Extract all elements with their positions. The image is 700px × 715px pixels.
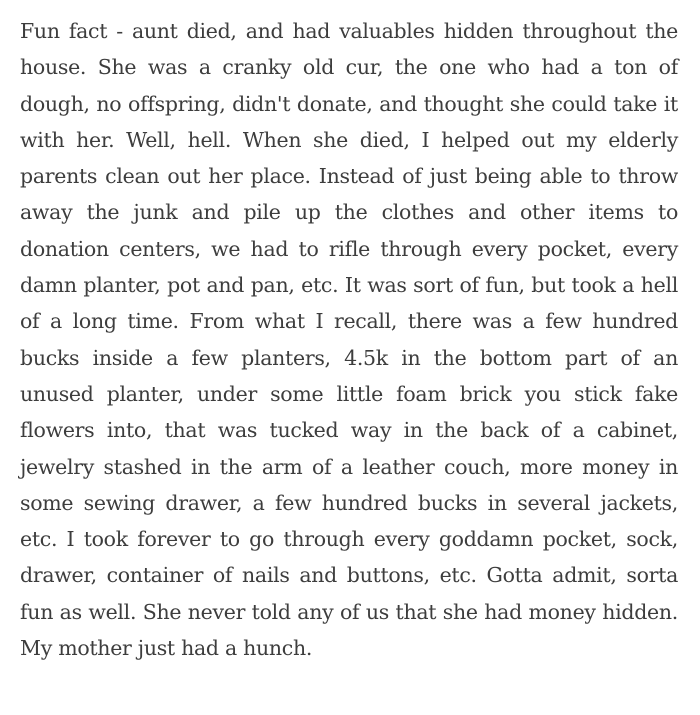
- story-paragraph: Fun fact - aunt died, and had valuables hidden throughout the house. She was a cranky old cur, the one who had a ton of dough, no offspring, didn't donate, and thought she could take it with her. Well, hell. When she died, I helped out my elderly parents clean out her place. Instead of just being able to throw away the junk and pile up the clothes and other items to donation centers, we had to rifle through every pocket, every damn planter, pot and pan, etc. It was sort of fun, but took a hell of a long time. From what I recall, there was a few hundred bucks inside a few planters, 4.5k in the bottom part of an unused planter, under some little foam brick you stick fake flowers into, that was tucked way in the back of a cabinet, jewelry stashed in the arm of a leather couch, more money in some sewing drawer, a few hundred bucks in several jackets, etc. I took forever to go through every goddamn pocket, sock, drawer, container of nails and buttons, etc. Gotta admit, sorta fun as well. She never told any of us that she had money hidden. My mother just had a hunch.: [20, 19, 678, 661]
